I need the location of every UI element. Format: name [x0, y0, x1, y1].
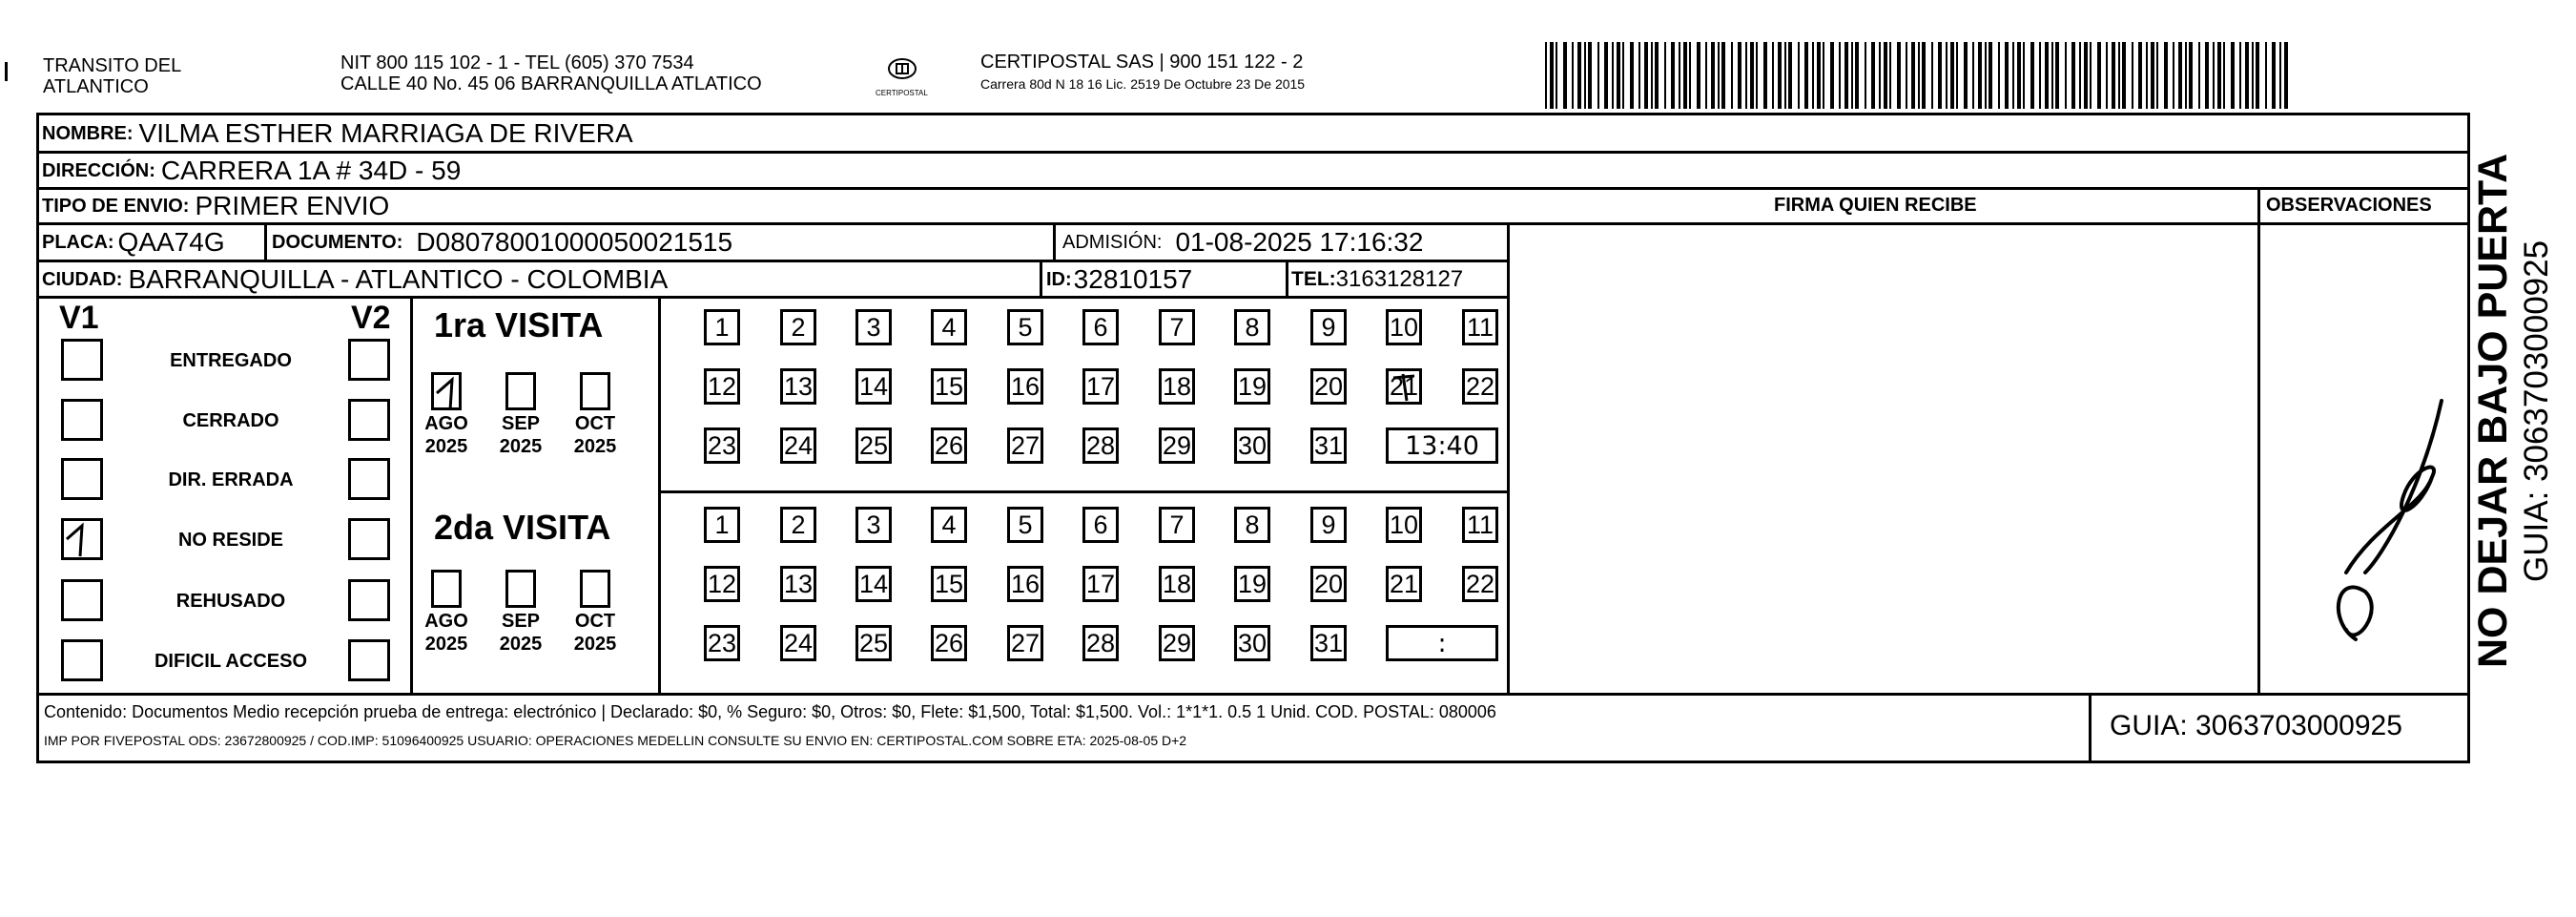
v1-checkbox-4[interactable] — [61, 518, 103, 560]
obs-left-border — [2257, 187, 2260, 694]
visit2-day-29[interactable]: 29 — [1159, 625, 1195, 661]
id-value: 32810157 — [1073, 264, 1193, 294]
ciudad-field — [42, 264, 668, 295]
month-name: AGO — [424, 611, 468, 632]
nombre-value: VILMA ESTHER MARRIAGA DE RIVERA — [138, 118, 633, 148]
visit1-day-8[interactable]: 8 — [1234, 309, 1270, 345]
visit1-time-box[interactable]: 13:40 — [1386, 427, 1498, 464]
admision-label: ADMISIÓN: — [1062, 231, 1163, 253]
visit1-day-17[interactable]: 17 — [1082, 368, 1119, 405]
documento-value: D08078001000050021515 — [416, 227, 733, 257]
guia-box: GUIA: 3063703000925 — [2110, 710, 2402, 741]
visit1-day-23[interactable]: 23 — [704, 427, 740, 464]
visit2-day-11[interactable]: 11 — [1462, 507, 1498, 543]
barcode-bar — [2284, 42, 2288, 109]
barcode-bar — [1604, 42, 1608, 109]
barcode-bar — [1889, 42, 1891, 109]
v2-checkbox-3[interactable] — [348, 458, 390, 500]
placa-value: QAA74G — [117, 227, 225, 257]
tel-label: TEL: — [1291, 268, 1336, 290]
visit2-month-box-sep[interactable] — [505, 570, 536, 608]
visit2-time-box[interactable]: : — [1386, 625, 1498, 661]
row-line-2 — [36, 187, 2470, 190]
visit2-month-box-oct[interactable] — [580, 570, 610, 608]
frame-left — [36, 113, 39, 761]
visit1-day-20[interactable]: 20 — [1310, 368, 1347, 405]
barcode-bar — [2005, 42, 2009, 109]
barcode-bar — [2090, 42, 2092, 109]
frame-bottom — [36, 761, 2470, 763]
visit1-day-14[interactable]: 14 — [855, 368, 892, 405]
barcode-bar — [1956, 42, 1958, 109]
visit2-day-5[interactable]: 5 — [1007, 507, 1043, 543]
direccion-value: CARRERA 1A # 34D - 59 — [160, 156, 462, 185]
v1-checkbox-2[interactable] — [61, 399, 103, 441]
barcode-bar — [2151, 42, 2154, 109]
ciudad-value: BARRANQUILLA - ATLANTICO - COLOMBIA — [128, 264, 669, 294]
status-right-border — [410, 296, 413, 695]
visit2-month-label — [567, 610, 624, 656]
month-year: 2025 — [499, 634, 543, 655]
barcode-bar — [1812, 42, 1814, 109]
visit1-day-24[interactable]: 24 — [780, 427, 816, 464]
visit1-day-30[interactable]: 30 — [1234, 427, 1270, 464]
visit2-day-16[interactable]: 16 — [1007, 566, 1043, 602]
v1-label: V1 — [59, 300, 99, 336]
month-name: OCT — [574, 611, 616, 632]
direccion-label: DIRECCIÓN: — [42, 159, 155, 181]
visit2-day-22[interactable]: 22 — [1462, 566, 1498, 602]
side-warning: NO DEJAR BAJO PUERTA — [2470, 153, 2516, 668]
barcode-bar — [1651, 42, 1653, 109]
barcode-bar — [1588, 42, 1592, 109]
barcode-bar — [2118, 42, 2120, 109]
visit1-day-29[interactable]: 29 — [1159, 427, 1195, 464]
barcode-bar — [1721, 42, 1725, 109]
barcode-bar — [1871, 42, 1875, 109]
barcode-bar — [1655, 42, 1659, 109]
barcode-bar — [2079, 42, 2081, 109]
barcode-bar — [2097, 42, 2101, 109]
placa-sep — [264, 222, 267, 261]
barcode-bar — [2146, 42, 2148, 109]
firma-label: FIRMA QUIEN RECIBE — [1774, 195, 1977, 216]
tel-sep — [1286, 260, 1288, 298]
barcode-bar — [1964, 42, 1968, 109]
visit1-day-19[interactable]: 19 — [1234, 368, 1270, 405]
barcode-bar — [2205, 42, 2209, 109]
visit2-title: 2da VISITA — [434, 508, 611, 547]
visit1-day-31[interactable]: 31 — [1310, 427, 1347, 464]
barcode-bar — [2055, 42, 2059, 109]
barcode-bar — [1664, 42, 1666, 109]
barcode — [1545, 42, 2289, 109]
barcode-bar — [1745, 42, 1747, 109]
firma-left-border — [1507, 222, 1510, 694]
visit2-day-14[interactable]: 14 — [855, 566, 892, 602]
barcode-bar — [1772, 42, 1774, 109]
visit2-day-21[interactable]: 21 — [1386, 566, 1422, 602]
visit2-day-26[interactable]: 26 — [931, 625, 967, 661]
barcode-bar — [2122, 42, 2126, 109]
barcode-bar — [1784, 42, 1786, 109]
barcode-bar — [2272, 42, 2276, 109]
visit2-day-8[interactable]: 8 — [1234, 507, 1270, 543]
visit1-day-4[interactable]: 4 — [931, 309, 967, 345]
footer-imp: IMP POR FIVEPOSTAL ODS: 23672800925 / COD.IMP: 51096400925 USUARIO: OPERACIONES MEDELLIN CONSULTE SU ENVIO EN: CERTIPOSTAL.COM SOBRE ETA: 2025-08-05 D+2 — [44, 733, 1187, 748]
month-name: AGO — [424, 413, 468, 434]
visit2-day-28[interactable]: 28 — [1082, 625, 1119, 661]
v2-label: V2 — [351, 300, 391, 336]
barcode-bar — [1617, 42, 1620, 109]
barcode-bar — [2023, 42, 2025, 109]
barcode-bar — [1563, 42, 1567, 109]
barcode-bar — [1644, 42, 1648, 109]
barcode-bar — [1597, 42, 1599, 109]
barcode-bar — [1897, 42, 1901, 109]
id-field — [1046, 264, 1192, 295]
visit1-day-10[interactable]: 10 — [1386, 309, 1422, 345]
barcode-bar — [1756, 42, 1758, 109]
barcode-bar — [1946, 42, 1947, 109]
org-name — [43, 55, 181, 97]
observaciones-label: OBSERVACIONES — [2266, 195, 2432, 216]
nombre-row — [42, 118, 633, 149]
visit1-day-15[interactable]: 15 — [931, 368, 967, 405]
visit1-day-7[interactable]: 7 — [1159, 309, 1195, 345]
admision-sep — [1053, 222, 1056, 261]
guia-box-left — [2089, 693, 2092, 763]
visit2-day-31[interactable]: 31 — [1310, 625, 1347, 661]
barcode-bar — [1750, 42, 1754, 109]
barcode-bar — [2132, 42, 2133, 109]
visit2-day-24[interactable]: 24 — [780, 625, 816, 661]
logo-caption: CERTIPOSTAL — [876, 89, 928, 97]
barcode-bar — [1738, 42, 1741, 109]
barcode-bar — [1911, 42, 1915, 109]
visit2-day-1[interactable]: 1 — [704, 507, 740, 543]
barcode-bar — [1844, 42, 1848, 109]
barcode-bar — [1989, 42, 1992, 109]
barcode-bar — [1798, 42, 1800, 109]
barcode-bar — [1855, 42, 1859, 109]
margin-mark — [5, 62, 8, 81]
month-name: SEP — [501, 611, 541, 632]
visit1-day-6[interactable]: 6 — [1082, 309, 1119, 345]
barcode-bar — [1638, 42, 1640, 109]
visit1-day-18[interactable]: 18 — [1159, 368, 1195, 405]
visit1-day-3[interactable]: 3 — [855, 309, 892, 345]
visit1-title: 1ra VISITA — [434, 305, 604, 344]
id-label: ID: — [1046, 268, 1072, 290]
v1-checkbox-5[interactable] — [61, 579, 103, 621]
org-contact — [340, 52, 762, 94]
placa-label: PLACA: — [42, 231, 114, 253]
check-mark-icon — [61, 518, 103, 560]
month-year: 2025 — [499, 436, 543, 457]
barcode-bar — [1817, 42, 1821, 109]
barcode-bar — [1612, 42, 1614, 109]
barcode-bar — [1556, 42, 1557, 109]
visit2-day-10[interactable]: 10 — [1386, 507, 1422, 543]
barcode-bar — [1938, 42, 1942, 109]
barcode-bar — [1711, 42, 1715, 109]
barcode-bar — [1830, 42, 1834, 109]
visit1-day-11[interactable]: 11 — [1462, 309, 1498, 345]
barcode-bar — [2213, 42, 2215, 109]
documento-label: DOCUMENTO: — [272, 231, 403, 253]
visit1-day-12[interactable]: 12 — [704, 368, 740, 405]
visit1-month-label — [567, 412, 624, 458]
v1-checkbox-1[interactable] — [61, 339, 103, 381]
barcode-bar — [2173, 42, 2174, 109]
visit2-day-20[interactable]: 20 — [1310, 566, 1347, 602]
barcode-bar — [2178, 42, 2182, 109]
barcode-bar — [2185, 42, 2187, 109]
barcode-bar — [2256, 42, 2259, 109]
visit2-day-15[interactable]: 15 — [931, 566, 967, 602]
visit1-day-22[interactable]: 22 — [1462, 368, 1498, 405]
barcode-bar — [2012, 42, 2014, 109]
visit1-day-26[interactable]: 26 — [931, 427, 967, 464]
check-mark-icon — [431, 372, 473, 414]
barcode-bar — [1823, 42, 1824, 109]
nombre-label: NOMBRE: — [42, 122, 134, 144]
barcode-bar — [1839, 42, 1841, 109]
barcode-bar — [2217, 42, 2221, 109]
id-sep — [1040, 260, 1042, 298]
visit1-day-2[interactable]: 2 — [780, 309, 816, 345]
visit1-day-27[interactable]: 27 — [1007, 427, 1043, 464]
ciudad-label: CIUDAD: — [42, 268, 123, 290]
address-line: CALLE 40 No. 45 06 BARRANQUILLA ATLATICO — [340, 73, 762, 94]
barcode-bar — [1788, 42, 1792, 109]
visit1-day-13[interactable]: 13 — [780, 368, 816, 405]
barcode-bar — [1689, 42, 1691, 109]
visit1-month-box-ago[interactable] — [431, 372, 462, 410]
barcode-bar — [1679, 42, 1680, 109]
v2-checkbox-5[interactable] — [348, 579, 390, 621]
visit2-day-19[interactable]: 19 — [1234, 566, 1270, 602]
status-label: CERRADO — [182, 410, 279, 431]
frame-top — [36, 113, 2470, 115]
tel-value: 3163128127 — [1335, 266, 1464, 292]
company-info — [980, 52, 1305, 92]
barcode-bar — [1978, 42, 1982, 109]
visit-left-border — [658, 296, 661, 695]
barcode-bar — [2239, 42, 2241, 109]
admision-value: 01-08-2025 17:16:32 — [1175, 227, 1424, 257]
visit2-day-17[interactable]: 17 — [1082, 566, 1119, 602]
status-label: NO RESIDE — [177, 530, 284, 551]
barcode-bar — [1697, 42, 1700, 109]
barcode-bar — [2231, 42, 2235, 109]
tipo-envio-row — [42, 191, 389, 221]
visit2-day-12[interactable]: 12 — [704, 566, 740, 602]
barcode-bar — [2198, 42, 2200, 109]
barcode-bar — [2071, 42, 2075, 109]
v2-checkbox-4[interactable] — [348, 518, 390, 560]
barcode-bar — [1763, 42, 1767, 109]
barcode-bar — [1671, 42, 1675, 109]
barcode-bar — [1985, 42, 1987, 109]
v1-checkbox-3[interactable] — [61, 458, 103, 500]
frame-bottom-main — [36, 693, 2470, 696]
visit1-month-label — [492, 412, 549, 458]
direccion-row — [42, 156, 461, 186]
status-label: DIR. ERRADA — [168, 469, 294, 490]
visit-divider — [658, 490, 1509, 493]
barcode-bar — [1950, 42, 1954, 109]
barcode-bar — [1545, 42, 1547, 109]
barcode-bar — [1550, 42, 1554, 109]
strike-mark-icon — [1386, 368, 1422, 405]
documento-field — [272, 227, 732, 258]
barcode-bar — [1879, 42, 1881, 109]
barcode-bar — [2112, 42, 2115, 109]
barcode-bar — [2106, 42, 2108, 109]
v2-checkbox-2[interactable] — [348, 399, 390, 441]
v1-checkbox-6[interactable] — [61, 639, 103, 681]
barcode-bar — [2189, 42, 2193, 109]
barcode-bar — [1884, 42, 1887, 109]
barcode-bar — [1906, 42, 1907, 109]
month-year: 2025 — [424, 634, 468, 655]
nit-line: NIT 800 115 102 - 1 - TEL (605) 370 7534 — [340, 52, 694, 73]
barcode-bar — [1731, 42, 1733, 109]
visit2-day-9[interactable]: 9 — [1310, 507, 1347, 543]
barcode-bar — [1584, 42, 1586, 109]
certipostal-logo — [876, 52, 929, 101]
barcode-bar — [1865, 42, 1866, 109]
barcode-bar — [2245, 42, 2249, 109]
visit1-day-16[interactable]: 16 — [1007, 368, 1043, 405]
visit1-day-25[interactable]: 25 — [855, 427, 892, 464]
visit1-month-label — [418, 412, 475, 458]
barcode-bar — [1683, 42, 1687, 109]
visit1-day-9[interactable]: 9 — [1310, 309, 1347, 345]
barcode-bar — [2265, 42, 2267, 109]
visit2-day-27[interactable]: 27 — [1007, 625, 1043, 661]
barcode-bar — [1851, 42, 1853, 109]
barcode-bar — [1622, 42, 1624, 109]
visit2-day-7[interactable]: 7 — [1159, 507, 1195, 543]
barcode-bar — [1931, 42, 1933, 109]
visit2-day-3[interactable]: 3 — [855, 507, 892, 543]
row-line-1 — [36, 151, 2470, 154]
tipo-envio-value: PRIMER ENVIO — [195, 191, 390, 220]
barcode-bar — [2156, 42, 2158, 109]
visit2-month-box-ago[interactable] — [431, 570, 462, 608]
footer-contenido: Contenido: Documentos Medio recepción prueba de entrega: electrónico | Declarado: $0, % Seguro: $0, Otros: $0, Flete: $1,500, Total: $1,500. Vol.: 1*1*1. 0.5 1 Unid. COD. POSTAL: 080006 — [44, 702, 1496, 721]
status-label: REHUSADO — [175, 591, 286, 612]
barcode-bar — [2045, 42, 2049, 109]
visit1-day-5[interactable]: 5 — [1007, 309, 1043, 345]
placa-field — [42, 227, 225, 258]
barcode-bar — [2138, 42, 2142, 109]
visit2-day-2[interactable]: 2 — [780, 507, 816, 543]
status-label: ENTREGADO — [170, 350, 292, 371]
barcode-bar — [2017, 42, 2021, 109]
visit2-day-30[interactable]: 30 — [1234, 625, 1270, 661]
company-line: CERTIPOSTAL SAS | 900 151 122 - 2 — [980, 52, 1304, 73]
org-name-line2: ATLANTICO — [43, 76, 149, 97]
visit2-month-label — [492, 610, 549, 656]
month-year: 2025 — [573, 436, 617, 457]
company-address: Carrera 80d N 18 16 Lic. 2519 De Octubre 23 De 2015 — [980, 76, 1306, 92]
barcode-bar — [2164, 42, 2168, 109]
barcode-bar — [2223, 42, 2225, 109]
month-name: SEP — [501, 413, 541, 434]
v2-checkbox-6[interactable] — [348, 639, 390, 681]
visit2-month-label — [418, 610, 475, 656]
visit2-day-23[interactable]: 23 — [704, 625, 740, 661]
barcode-bar — [1718, 42, 1720, 109]
admision-field — [1062, 227, 1423, 258]
v2-checkbox-1[interactable] — [348, 339, 390, 381]
barcode-bar — [1918, 42, 1920, 109]
barcode-bar — [1572, 42, 1574, 109]
status-label: DIFICIL ACCESO — [154, 651, 307, 672]
barcode-bar — [2065, 42, 2067, 109]
visit1-day-1[interactable]: 1 — [704, 309, 740, 345]
visit2-day-25[interactable]: 25 — [855, 625, 892, 661]
visit2-day-4[interactable]: 4 — [931, 507, 967, 543]
visit2-day-18[interactable]: 18 — [1159, 566, 1195, 602]
tipo-envio-label: TIPO DE ENVIO: — [42, 195, 190, 217]
visit1-day-28[interactable]: 28 — [1082, 427, 1119, 464]
visit1-month-box-oct[interactable] — [580, 372, 610, 410]
visit1-day-21[interactable]: 21 — [1386, 368, 1422, 405]
barcode-bar — [2039, 42, 2041, 109]
barcode-bar — [1705, 42, 1707, 109]
barcode-bar — [2252, 42, 2254, 109]
barcode-bar — [1577, 42, 1581, 109]
signature — [2289, 363, 2461, 668]
barcode-bar — [1804, 42, 1808, 109]
month-year: 2025 — [573, 634, 617, 655]
barcode-bar — [1998, 42, 2000, 109]
frame-right-footer — [2467, 693, 2470, 763]
barcode-bar — [1922, 42, 1926, 109]
org-name-line1: TRANSITO DEL — [43, 55, 182, 76]
visit2-day-13[interactable]: 13 — [780, 566, 816, 602]
visit1-month-box-sep[interactable] — [505, 372, 536, 410]
barcode-bar — [1972, 42, 1974, 109]
month-name: OCT — [574, 413, 616, 434]
visit2-day-6[interactable]: 6 — [1082, 507, 1119, 543]
barcode-bar — [2030, 42, 2034, 109]
row-line-3 — [36, 222, 2470, 225]
tel-field — [1291, 266, 1463, 293]
barcode-bar — [2051, 42, 2053, 109]
barcode-bar — [1630, 42, 1634, 109]
barcode-bar — [2084, 42, 2088, 109]
barcode-bar — [1778, 42, 1782, 109]
month-year: 2025 — [424, 436, 468, 457]
side-guia: GUIA: 3063703000925 — [2518, 240, 2555, 582]
barcode-bar — [2279, 42, 2281, 109]
